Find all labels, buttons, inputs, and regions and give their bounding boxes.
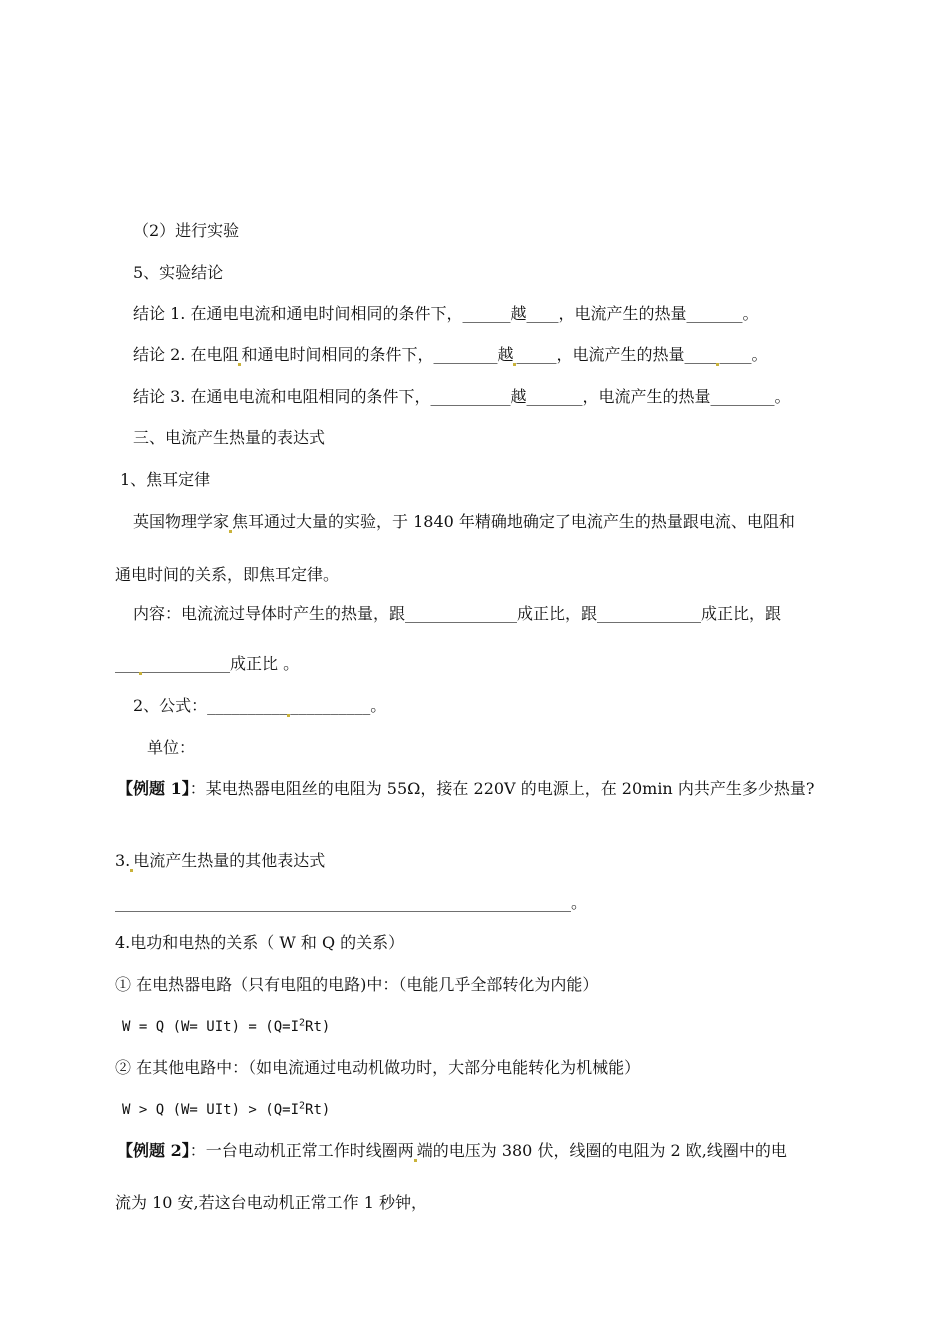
- example-2-label: 【例题 2】: [117, 1141, 190, 1160]
- section-3-heading: 三、电流产生热量的表达式: [133, 428, 326, 447]
- joule-law-paragraph-line1: 英国物理学家 焦耳通过大量的实验，于 1840 年精确地确定了电流产生的热量跟电流、电阻和: [133, 512, 795, 531]
- formula-line: 2、公式：__________ __________。: [133, 696, 387, 715]
- section-2-heading: （2）进行实验: [133, 221, 240, 240]
- joule-law-paragraph-line2: 通电时间的关系，即焦耳定律。: [115, 565, 340, 584]
- resistive-circuit-formula: W = Q $(W= UIt) = (Q=I^2Rt)$: [122, 1017, 331, 1035]
- example-1: 【例题 1】：某电热器电阻丝的电阻为 55Ω，接在 220V 的电源上，在 20min 内共产生多少热量?: [117, 779, 815, 798]
- unit-line: 单位：: [147, 738, 196, 757]
- section-5-heading: 5、实验结论: [133, 263, 224, 282]
- other-circuit-note: ② 在其他电路中：（如电流通过电动机做功时，大部分电能转化为机械能）: [115, 1058, 641, 1077]
- answer-blank-line: _________________________________________________________。: [115, 893, 588, 912]
- conclusion-2: 结论 2. 在电阻 和通电时间相同的条件下，________越 _____，电流产生的热量____ ____。: [133, 345, 768, 364]
- example-2-line2: 流为 10 安,若这台电动机正常工作 1 秒钟，: [115, 1193, 427, 1212]
- conclusion-1: 结论 1. 在通电电流和通电时间相同的条件下，______越____，电流产生的热量_______。: [133, 304, 759, 323]
- resistive-circuit-note: ① 在电热器电路（只有电阻的电路)中：（电能几乎全部转化为内能）: [115, 975, 599, 994]
- example-1-label: 【例题 1】: [117, 779, 190, 798]
- joule-law-heading: 1、焦耳定律: [120, 470, 211, 489]
- example-2-line1: 【例题 2】：一台电动机正常工作时线圈两 端的电压为 380 伏，线圈的电阻为 2 欧,线圈中的电: [117, 1141, 787, 1160]
- other-expressions-heading: 3. 电流产生热量的其他表达式: [115, 851, 326, 870]
- joule-law-content: 内容：电流流过导体时产生的热量，跟______________成正比，跟_____________成正比，跟: [133, 604, 782, 623]
- other-circuit-formula: W > Q $(W= UIt) > (Q=I^2Rt)$: [122, 1100, 331, 1118]
- conclusion-3: 结论 3. 在通电电流和电阻相同的条件下，__________越_______，电流产生的热量________。: [133, 387, 791, 406]
- work-heat-relation-heading: 4.电功和电热的关系（ W 和 Q 的关系）: [115, 933, 405, 952]
- joule-law-content-cont: ___ ___________成正比 。: [115, 654, 300, 673]
